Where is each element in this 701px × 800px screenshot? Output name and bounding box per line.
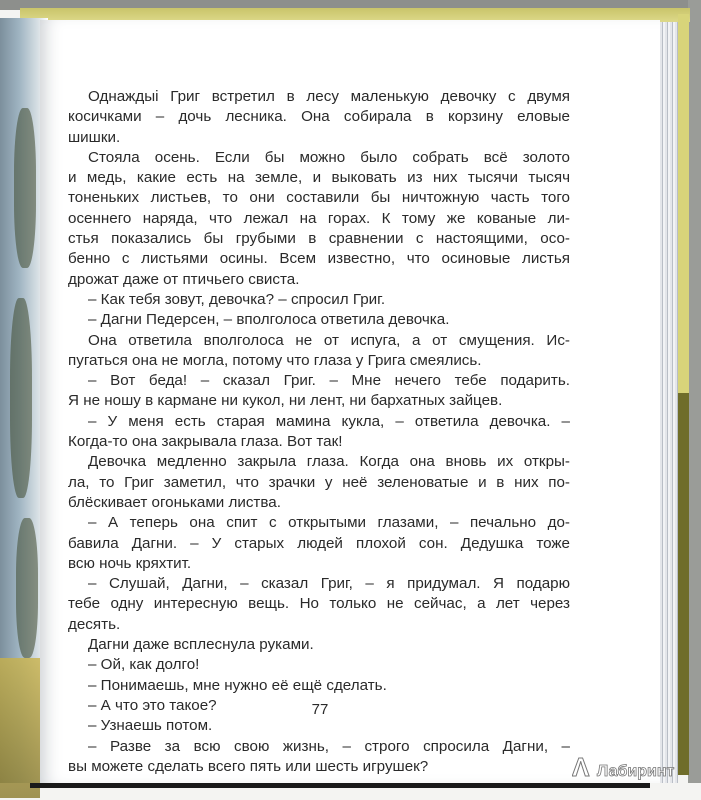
text-line: – Слушай, Дагни, – сказал Григ, – я придумал. Я подарю [88,575,570,593]
page-edges [660,22,678,783]
text-line: тебе одну интересную вещь. Но только не сейчас, а лет через [68,595,570,613]
text-line: – Вот беда! – сказал Григ. – Мне нечего тебе подарить. [88,372,570,390]
text-line: Я не ношу в кармане ни кукол, ни лент, ни бархатных зайцев. [68,392,503,410]
paragraph [68,310,570,330]
text-line: – Узнаешь потом. [88,717,213,735]
text-line: Однаждыi Григ встретил в лесу маленькую девочку с двумя [88,88,570,105]
cover-bottom-edge [30,783,650,788]
text-line: и медь, какие есть на земле, и выковать из них тысячи тысяч [68,169,570,187]
text-line: бавила Дагни. – У старых людей плохой сон. Дедушка тоже [68,534,570,552]
paragraph [68,513,570,574]
text-line: десять. [68,615,121,633]
paragraph [68,452,570,513]
book-cover-edge-right [678,14,689,394]
labirint-logo-icon: Λ [572,752,590,782]
text-line: Когда-то она закрывала глаза. Вот так! [68,433,343,451]
text-line: – Как тебя зовут, девочка? – спросил Григ. [88,290,386,308]
page-number: 77 [311,701,329,718]
text-line: дрожат даже от птичьего свиста. [68,270,300,288]
paragraph [68,412,570,453]
tree-shape [10,298,32,498]
text-line: Девочка медленно закрыла глаза. Когда она вновь их откры- [88,453,570,471]
text-line: бенно с листьями осины. Всем известно, что осиновые листья [68,250,570,268]
paragraph [68,676,570,696]
text-line: – А что это такое? [88,696,217,714]
paragraph [68,635,570,655]
text-line: всю ночь кряхтит. [68,554,192,572]
scan-background-right [688,0,701,783]
text-line: стья показались бы грубыми в сравнении с настоящими, осо- [68,230,570,248]
paragraph [68,290,570,310]
text-line: – Разве за всю свою жизнь, – строго спросила Дагни, – [88,737,570,755]
paragraph [68,148,570,290]
text-line: Стояла осень. Если бы можно было собрать всё золото [88,148,570,166]
paragraph [68,574,570,635]
text-line: блёскивает огоньками листва. [68,493,281,511]
text-line: осеннего наряда, что лежал на горах. К тому же кованые ли- [68,209,570,227]
book-cover-edge-right-dark [678,393,689,775]
text-line: – Ой, как долго! [88,656,200,674]
text-line: – А теперь она спит с открытыми глазами, – печально до- [88,514,570,532]
text-line: косичками – дочь лесника. Она собирала в корзину еловые [68,108,570,126]
body-text [68,87,570,777]
text-line: – Дагни Педерсен, – вполголоса ответила девочка. [88,311,450,329]
text-line: пугаться она не могла, потому что глаза у Грига смеялись. [68,351,482,369]
text-line: Она ответила вполголоса не от испуга, а от смущения. Ис- [88,331,570,349]
text-line: вы можете сделать всего пять или шесть игрушек? [68,757,429,775]
paragraph [68,737,570,778]
text-line: ла, то Григ заметил, что зрачки у неё зеленоватые и в них по- [68,473,570,491]
text-line: шишки. [68,128,121,146]
tree-shape [16,518,38,658]
paragraph [68,716,570,736]
text-line: – У меня есть старая мамина кукла, – ответила девочка. – [88,412,570,430]
paragraph [68,655,570,675]
watermark-logo: Лабиринт [597,763,675,780]
tree-shape [14,108,36,268]
paragraph [68,87,570,148]
text-line: – Понимаешь, мне нужно её ещё сделать. [88,676,387,694]
text-line: тоненьких листьев, то они составили бы ничтожную часть того [68,189,570,207]
paragraph [68,371,570,412]
paragraph [68,331,570,372]
shore-shape [0,658,40,798]
text-line: Дагни даже всплеснула руками. [88,636,314,654]
